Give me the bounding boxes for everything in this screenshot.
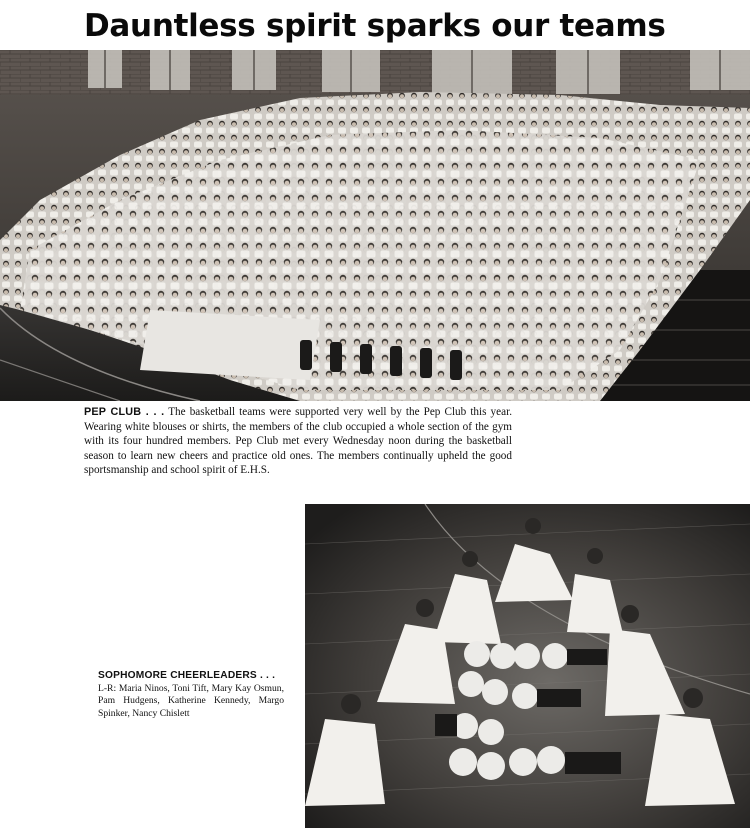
pep-club-caption <box>84 405 512 478</box>
cheerleaders-names: L-R: Maria Ninos, Toni Tift, Mary Kay Osmun, Pam Hudgens, Katherine Kennedy, Margo Spinker, Nancy Chislett <box>98 683 284 719</box>
cheerleaders-title: SOPHOMORE CHEERLEADERS . . . <box>98 670 276 681</box>
pep-club-text: The basketball teams were supported very well by the Pep Club this year. Wearing white blouses or shirts, the members of the club occupied a whole section of the gym with its four hundred members. Pep Club met every Wednesday noon during the basketball season to learn new cheers and practice old ones. The members continually upheld the good sportsmanship and school spirit of E.H.S. <box>84 406 512 477</box>
cheerleaders-photo <box>305 504 750 828</box>
pep-club-lead: PEP CLUB . . . <box>84 406 165 418</box>
pep-club-photo <box>0 50 750 401</box>
page-title: Dauntless spirit sparks our teams <box>84 8 666 44</box>
cheerleaders-caption <box>98 670 284 720</box>
